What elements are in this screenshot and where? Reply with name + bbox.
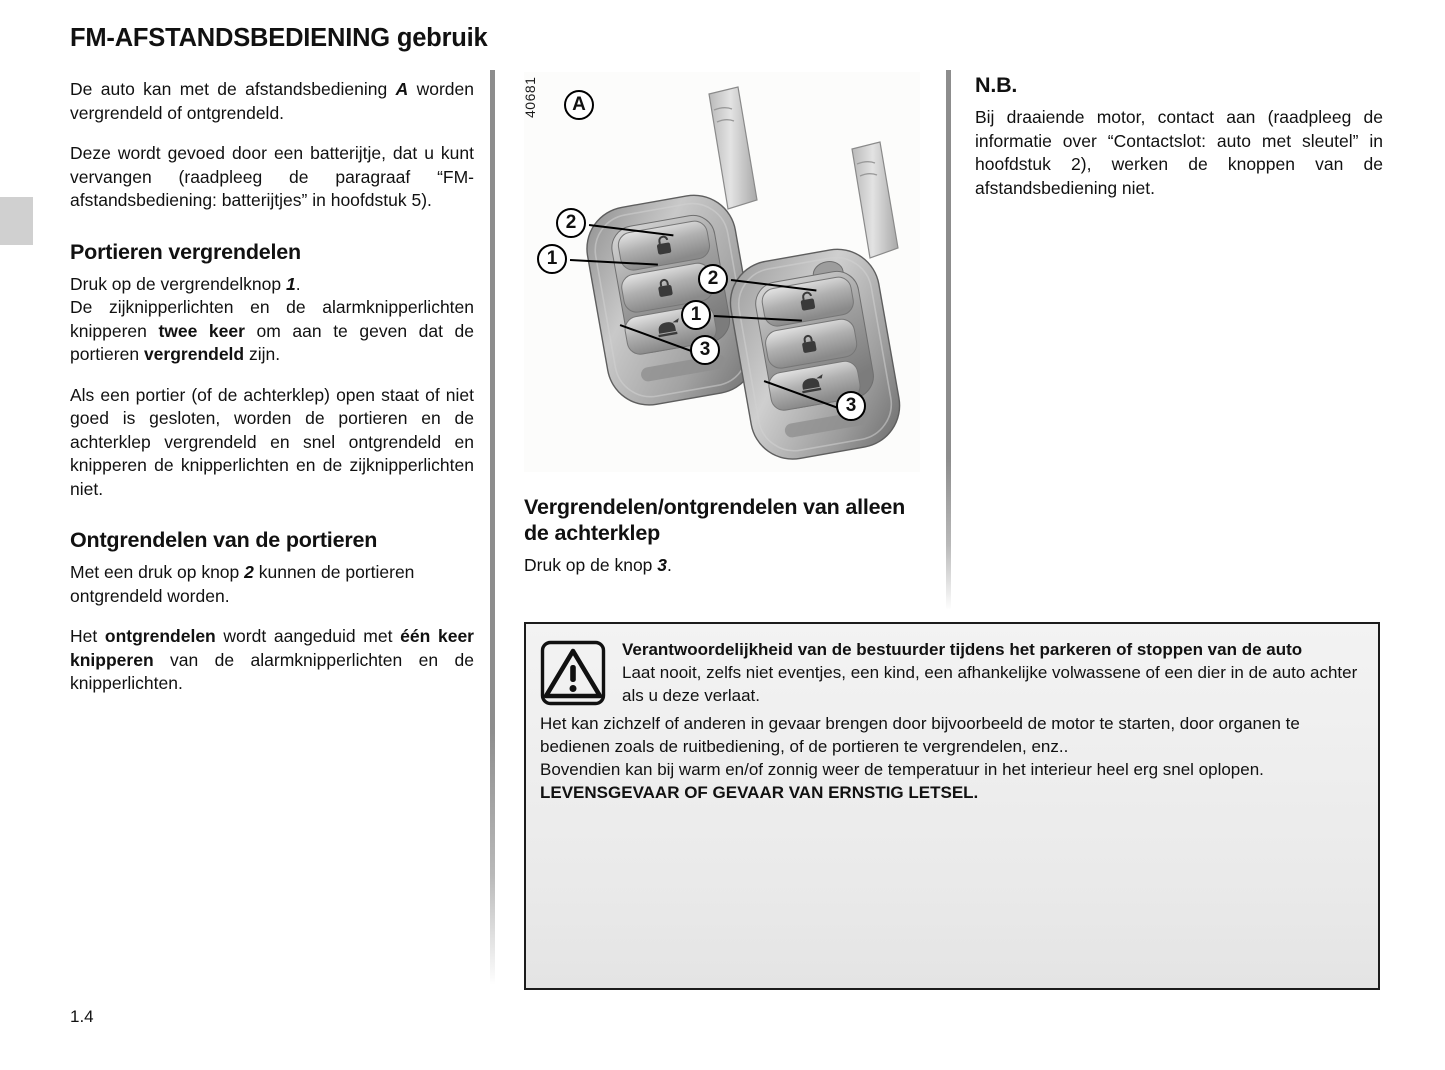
callout-left-2: 2 [556,208,586,238]
paragraph-press-lock [70,273,474,297]
text-run: . [667,555,672,575]
warning-box [524,622,1380,990]
ref-3: 3 [657,555,668,575]
emphasis-unlock: ontgrendelen [104,626,216,646]
figure-code: 40681 [522,76,538,118]
warning-heading: Verantwoordelijkheid van de bestuurder tijdens het parkeren of stoppen van de auto [622,640,1303,659]
heading-lock-doors: Portieren vergrendelen [70,239,301,264]
text-run: . [295,273,301,294]
callout-right-2: 2 [698,264,728,294]
paragraph-press-unlock [70,561,474,608]
paragraph-flash-twice [70,296,474,367]
warning-line-1: Laat nooit, zelfs niet eventjes, een kind, een afhankelijke volwassene of een dier in de auto achter als u deze verlaat. [622,663,1358,705]
text-run: De zijknipperlichten en de alarmknipperlichten knipperen [70,297,474,341]
ref-1: 1 [285,273,296,294]
ref-2: 2 [244,562,254,582]
callout-right-3: 3 [836,391,866,421]
page-number: 1.4 [70,1007,94,1026]
callout-right-1: 1 [681,300,711,330]
emphasis-twice: twee keer [158,320,245,341]
column-separator-left [490,70,495,985]
text-run: Druk op de knop [524,555,658,575]
paragraph-press-boot [524,554,920,578]
text-run: kunnen de portieren ontgrendeld worden. [70,562,415,606]
warning-header-row [540,638,1364,711]
paragraph-flash-once [70,625,474,696]
emphasis-locked: vergrendeld [143,344,245,364]
warning-header-text [616,638,1364,707]
page-title-main: FM-AFSTANDSBEDIENING [70,24,390,52]
warning-body [540,712,1364,804]
callout-left-3: 3 [690,335,720,365]
remote-key-figure [524,72,920,472]
callout-a: A [564,90,594,120]
text-run: Het [70,626,105,646]
chapter-tab [0,197,33,245]
emphasis-once: één keer knipperen [70,626,474,670]
paragraph-battery: Deze wordt gevoed door een batterijtje, dat u kunt vervangen (raadpleeg de paragraaf “FM-afstandsbediening: batterijtjes” in hoofdstuk 5). [70,143,474,210]
middle-caption [524,494,920,578]
paragraph-door-open: Als een portier (of de achterklep) open staat of niet goed is gesloten, worden de portieren en de achterklep vergrendeld en snel ontgrendeld en knipperen de knipperlichten en de zijknipperlichten niet. [70,384,474,499]
text-run: zijn. [244,344,281,364]
text-run: van de alarmknipperlichten en de knipperlichten. [70,649,474,693]
right-column [975,72,1383,217]
text-run: om aan te geven dat de portieren [70,320,475,364]
middle-column [524,72,920,595]
warning-line-4: LEVENSGEVAAR OF GEVAAR VAN ERNSTIG LETSEL. [540,783,979,802]
heading-boot-only: Vergrendelen/ontgrendelen van alleen de achterklep [524,495,906,545]
column-separator-right [946,70,951,610]
left-column [70,78,474,713]
text-run: Druk op de vergrendelknop [70,273,286,294]
ref-a: A [395,79,409,99]
paragraph-note: Bij draaiende motor, contact aan (raadpleeg de informatie over “Contactslot: auto met sleutel” in hoofdstuk 2), werken de knoppen van de afstandsbediening niet. [975,107,1383,198]
warning-line-3: Bovendien kan bij warm en/of zonnig weer de temperatuur in het interieur heel erg snel oplopen. [540,760,1264,779]
callout-left-1: 1 [537,244,567,274]
heading-note: N.B. [975,73,1018,97]
warning-triangle-icon [540,638,616,711]
paragraph-intro [70,78,474,125]
page-title [70,24,488,53]
warning-line-2: Het kan zichzelf of anderen in gevaar brengen door bijvoorbeeld de motor te starten, door organen te bedienen zoals de ruitbediening, of de portieren te vergrendelen, enz.. [540,714,1300,756]
text-run: wordt aangeduid met [215,626,401,646]
text-run: worden vergrendeld of ontgrendeld. [70,79,475,123]
text-run: De auto kan met de afstandsbediening [70,79,396,99]
text-run: Met een druk op knop [70,562,245,582]
heading-unlock-doors: Ontgrendelen van de portieren [70,528,378,552]
page-title-sub: gebruik [396,24,488,52]
